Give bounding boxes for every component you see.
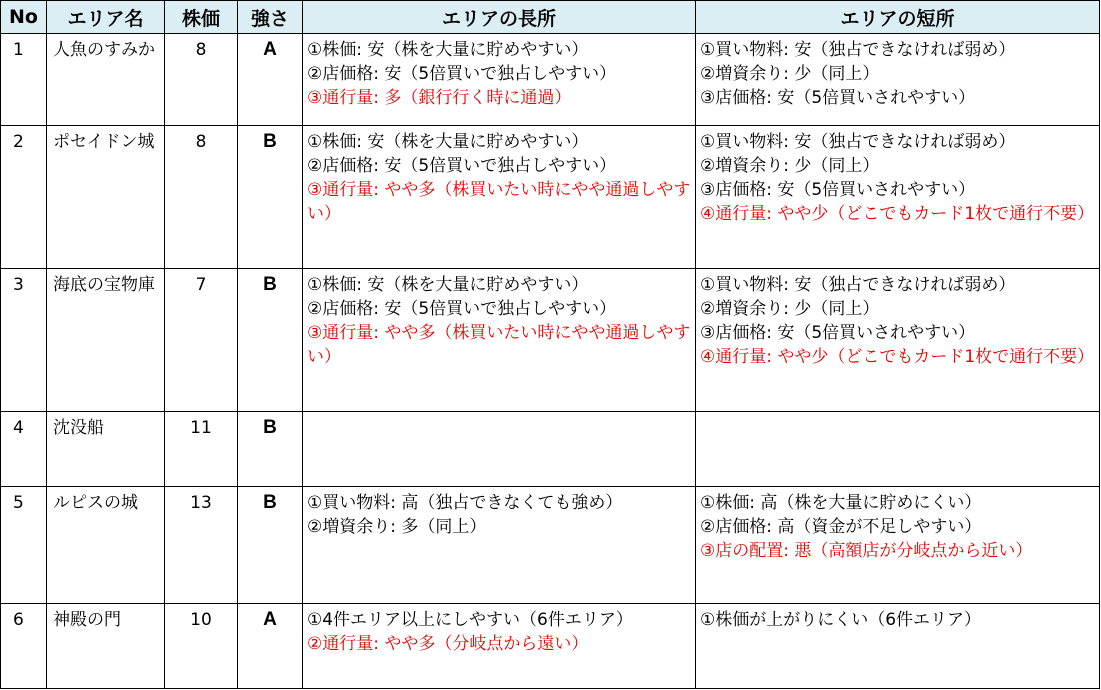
cell-line: ①株価: 安（株を大量に貯めやすい） — [307, 40, 589, 60]
cell-line: ①4件エリア以上にしやすい（6件エリア） — [307, 610, 633, 630]
cell-pros — [303, 487, 696, 604]
cell-name: 人魚のすみか — [47, 34, 165, 126]
cell-line: ②通行量: やや多（分岐点から遠い） — [307, 634, 589, 654]
header-name: エリア名 — [47, 1, 165, 34]
cell-name: 沈没船 — [47, 412, 165, 487]
cell-line: ③店価格: 安（5倍買いされやすい） — [700, 88, 976, 108]
cell-line: ①買い物料: 安（独占できなければ弱め） — [700, 40, 1016, 60]
cell-price: 7 — [165, 269, 238, 412]
cell-line: ③通行量: やや多（株買いたい時にやや通過しやすい） — [307, 323, 691, 367]
cell-line: ①買い物料: 高（独占できなくても強め） — [307, 493, 623, 513]
cell-cons — [696, 126, 1100, 269]
table-row — [1, 412, 1100, 487]
cell-rank: B — [238, 126, 303, 269]
cell-name: ポセイドン城 — [47, 126, 165, 269]
cell-price: 8 — [165, 34, 238, 126]
cell-cons — [696, 604, 1100, 689]
cell-line: ②増資余り: 少（同上） — [700, 156, 880, 176]
cell-no: 4 — [1, 412, 47, 487]
cell-line: ③店価格: 安（5倍買いされやすい） — [700, 323, 976, 343]
cell-pros — [303, 269, 696, 412]
cell-rank: A — [238, 34, 303, 126]
table-row — [1, 604, 1100, 689]
cell-line: ③通行量: やや多（株買いたい時にやや通過しやすい） — [307, 180, 691, 224]
cell-rank: B — [238, 269, 303, 412]
cell-line: ④通行量: やや少（どこでもカード1枚で通行不要） — [700, 347, 1095, 367]
cell-pros — [303, 126, 696, 269]
cell-price: 10 — [165, 604, 238, 689]
cell-cons — [696, 412, 1100, 487]
cell-no: 6 — [1, 604, 47, 689]
cell-pros — [303, 34, 696, 126]
cell-cons — [696, 487, 1100, 604]
cell-line: ③店価格: 安（5倍買いされやすい） — [700, 180, 976, 200]
cell-line: ①株価が上がりにくい（6件エリア） — [700, 610, 982, 630]
cell-name: 神殿の門 — [47, 604, 165, 689]
cell-line: ②増資余り: 少（同上） — [700, 64, 880, 84]
cell-line: ①買い物料: 安（独占できなければ弱め） — [700, 275, 1016, 295]
cell-line: ①買い物料: 安（独占できなければ弱め） — [700, 132, 1016, 152]
cell-cons — [696, 34, 1100, 126]
cell-line: ②増資余り: 多（同上） — [307, 517, 487, 537]
cell-line: ②店価格: 安（5倍買いで独占しやすい） — [307, 64, 617, 84]
header-price: 株価 — [165, 1, 238, 34]
cell-line: ②増資余り: 少（同上） — [700, 299, 880, 319]
cell-no: 5 — [1, 487, 47, 604]
cell-price: 11 — [165, 412, 238, 487]
cell-rank: A — [238, 604, 303, 689]
cell-no: 1 — [1, 34, 47, 126]
table-row — [1, 126, 1100, 269]
cell-line: ②店価格: 安（5倍買いで独占しやすい） — [307, 156, 617, 176]
cell-no: 3 — [1, 269, 47, 412]
header-rank: 強さ — [238, 1, 303, 34]
table-row — [1, 34, 1100, 126]
cell-line: ③店の配置: 悪（高額店が分岐点から近い） — [700, 541, 1033, 561]
cell-pros — [303, 604, 696, 689]
cell-pros — [303, 412, 696, 487]
cell-line: ②店価格: 安（5倍買いで独占しやすい） — [307, 299, 617, 319]
cell-line: ①株価: 安（株を大量に貯めやすい） — [307, 132, 589, 152]
cell-no: 2 — [1, 126, 47, 269]
header-row — [1, 1, 1100, 34]
cell-cons — [696, 269, 1100, 412]
cell-name: ルピスの城 — [47, 487, 165, 604]
header-pros: エリアの長所 — [303, 1, 696, 34]
cell-line: ④通行量: やや少（どこでもカード1枚で通行不要） — [700, 204, 1095, 224]
cell-name: 海底の宝物庫 — [47, 269, 165, 412]
cell-price: 13 — [165, 487, 238, 604]
table-row — [1, 269, 1100, 412]
cell-line: ②店価格: 高（資金が不足しやすい） — [700, 517, 982, 537]
cell-price: 8 — [165, 126, 238, 269]
header-cons: エリアの短所 — [696, 1, 1100, 34]
cell-line: ③通行量: 多（銀行行く時に通過） — [307, 88, 572, 108]
cell-line: ①株価: 高（株を大量に貯めにくい） — [700, 493, 982, 513]
cell-rank: B — [238, 487, 303, 604]
table-row — [1, 487, 1100, 604]
header-no: No — [1, 1, 47, 34]
cell-rank: B — [238, 412, 303, 487]
cell-line: ①株価: 安（株を大量に貯めやすい） — [307, 275, 589, 295]
